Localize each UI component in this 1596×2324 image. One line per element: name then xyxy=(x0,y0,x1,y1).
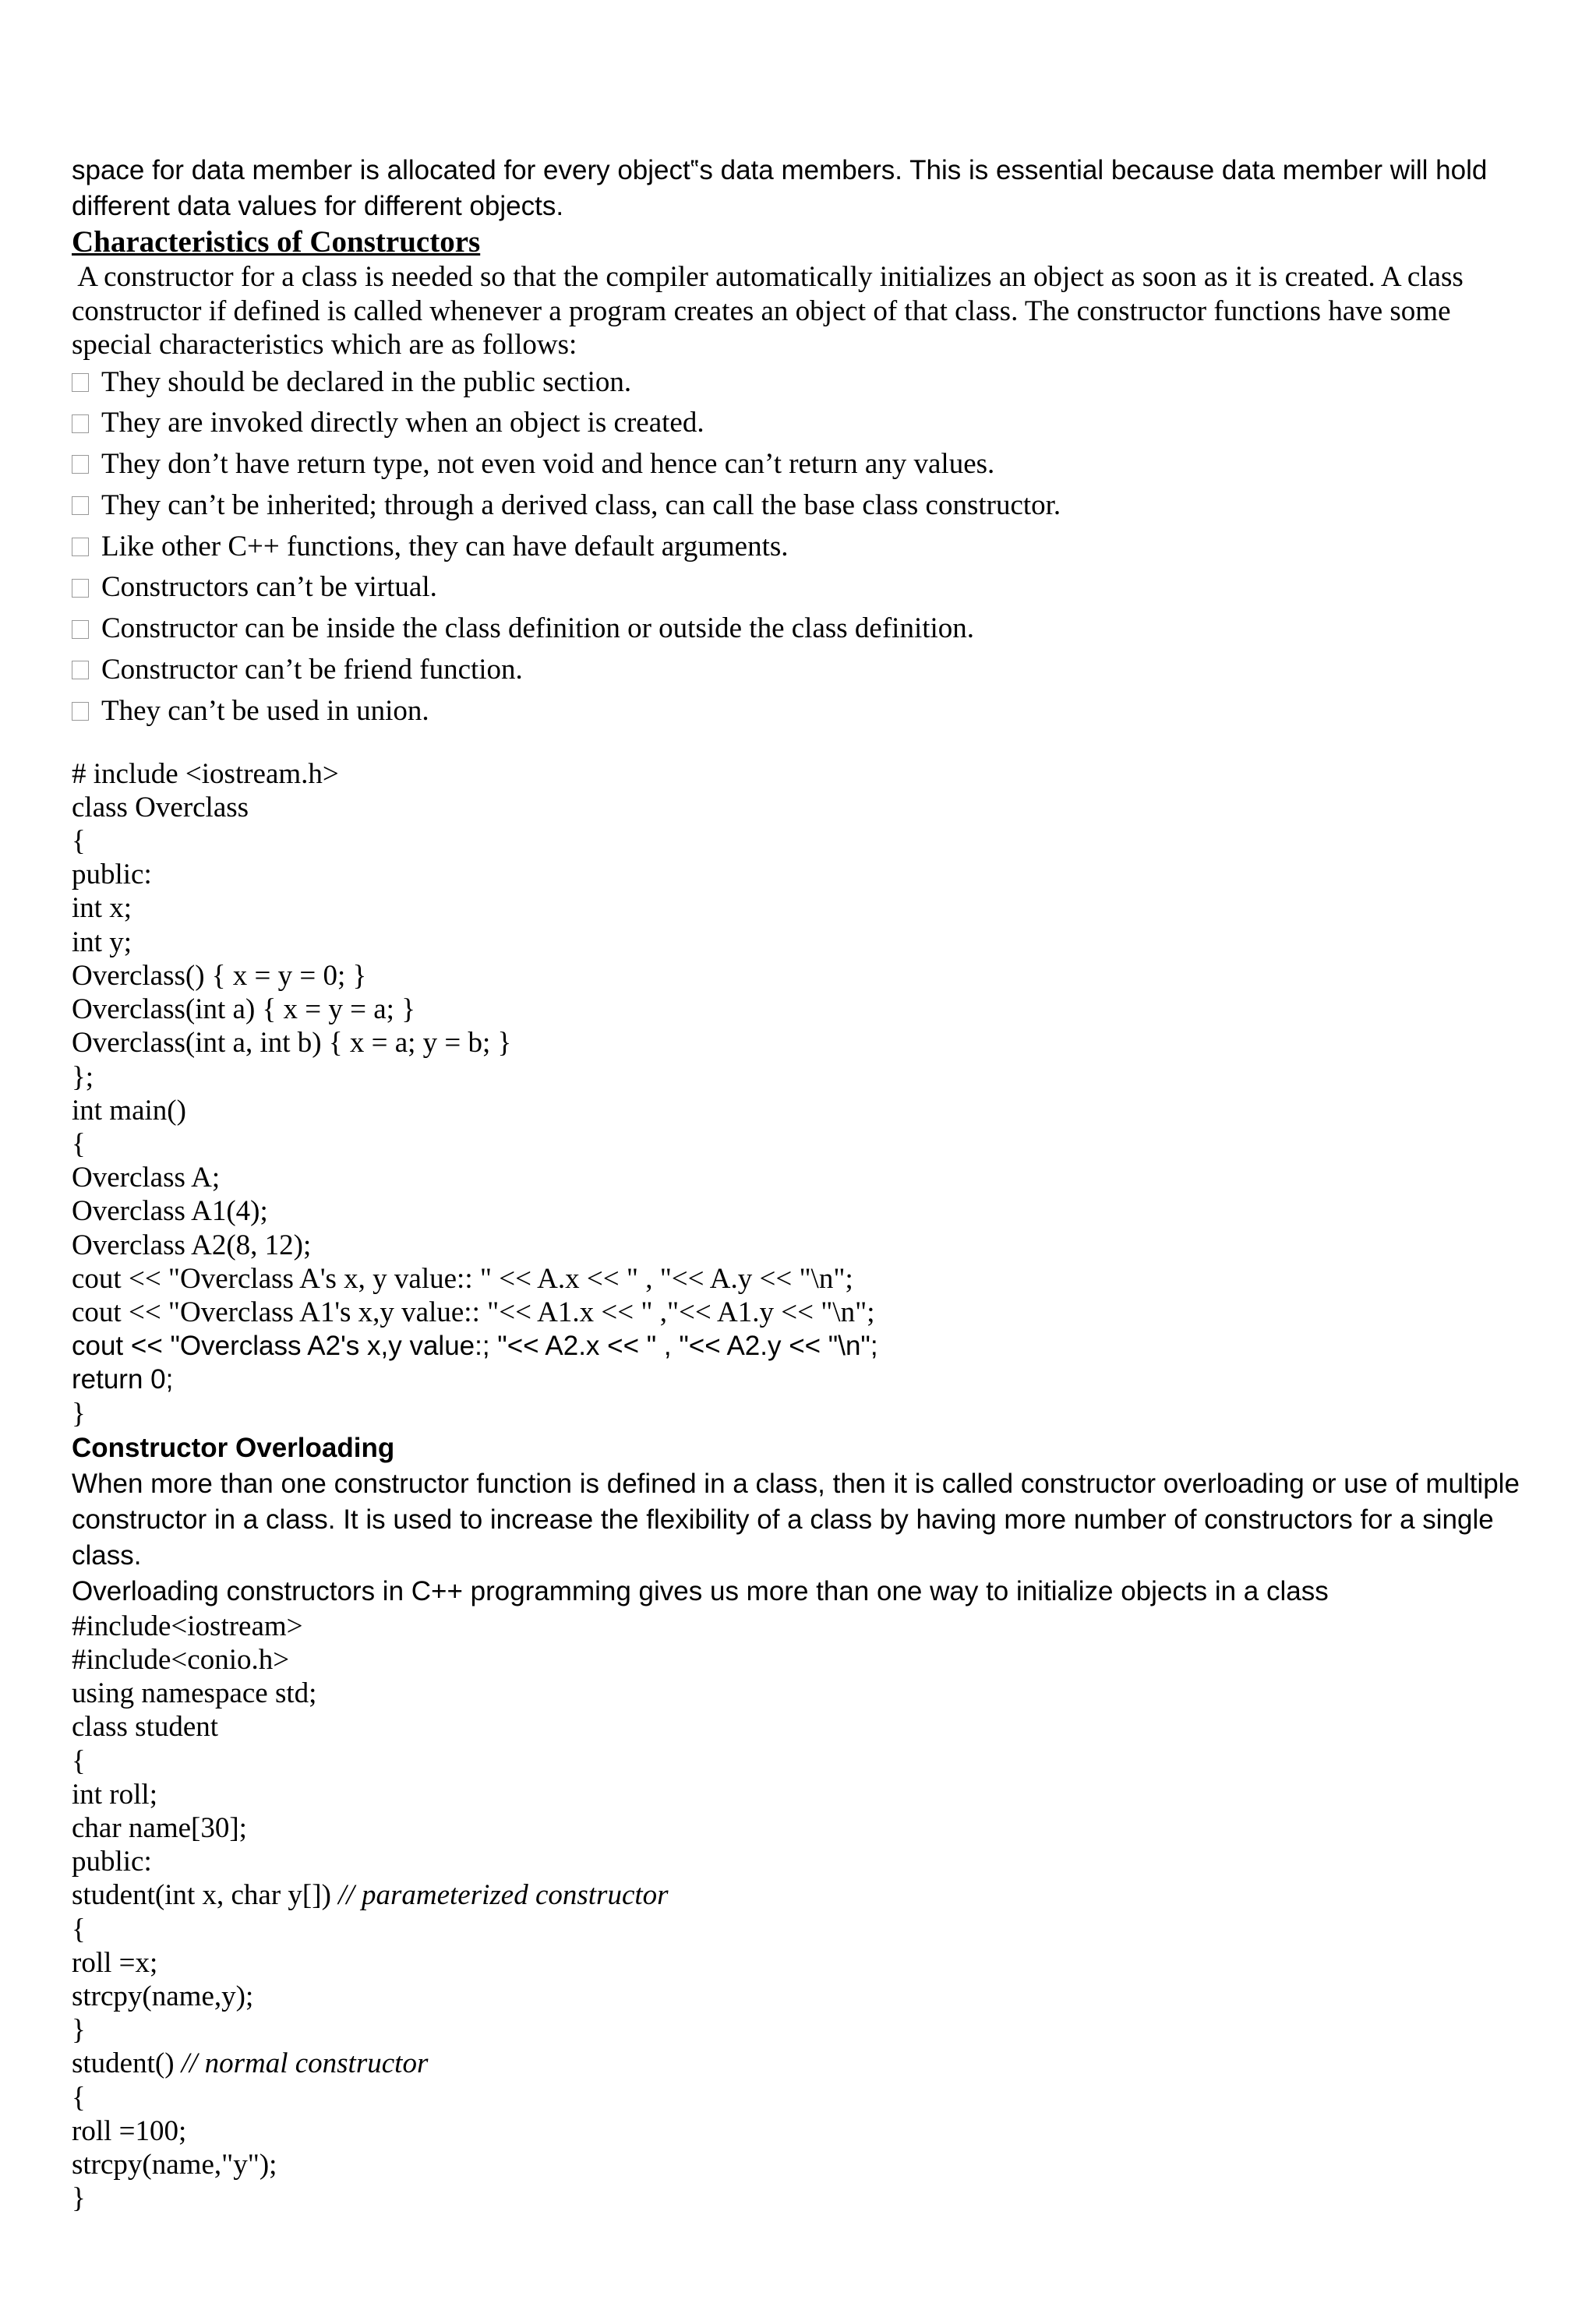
characteristics-line: special characteristics which are as follows: xyxy=(72,329,577,361)
spacer xyxy=(72,732,1552,757)
intro-line: different data values for different objects. xyxy=(72,191,564,221)
list-item-text: Constructor can be inside the class definition or outside the class definition. xyxy=(101,612,975,645)
bullet-box-icon xyxy=(72,496,89,515)
code-line: Overclass A2(8, 12); xyxy=(72,1229,312,1261)
list-item xyxy=(72,650,1552,691)
list-item xyxy=(72,444,1552,485)
code-comment: // normal constructor xyxy=(181,2047,429,2080)
code-block-overclass xyxy=(72,757,1552,1430)
code-line: Overclass A1(4); xyxy=(72,1195,268,1228)
list-item xyxy=(72,608,1552,650)
overloading-line: Overloading constructors in C++ programming gives us more than one way to initialize objects in a class xyxy=(72,1575,1329,1606)
code-line: int main() xyxy=(72,1094,186,1127)
bullet-box-icon xyxy=(72,455,89,474)
code-line: #include<conio.h> xyxy=(72,1643,290,1676)
code-line: } xyxy=(72,2014,86,2047)
code-line: public: xyxy=(72,859,152,891)
code-line: public: xyxy=(72,1846,152,1878)
list-item xyxy=(72,485,1552,527)
code-line: { xyxy=(72,1744,86,1777)
characteristics-line: constructor if defined is called whenever a program creates an object of that class. The constructor functions have some xyxy=(72,294,1451,327)
code-line: { xyxy=(72,825,86,858)
characteristics-paragraph xyxy=(72,260,1552,362)
overloading-line: constructor in a class. It is used to increase the flexibility of a class by having more number of constructors for a single class. xyxy=(72,1504,1494,1571)
list-item xyxy=(72,403,1552,444)
code-line: class student xyxy=(72,1711,219,1744)
overloading-paragraph xyxy=(72,1466,1552,1610)
code-line: strcpy(name,"y"); xyxy=(72,2148,277,2181)
code-line: using namespace std; xyxy=(72,1677,317,1710)
code-line: strcpy(name,y); xyxy=(72,1980,254,2012)
document-page xyxy=(72,153,1552,2215)
intro-paragraph xyxy=(72,153,1552,224)
list-item-text: They are invoked directly when an object is created. xyxy=(101,407,704,439)
code-line: } xyxy=(72,1397,86,1430)
list-item xyxy=(72,362,1552,404)
code-line: Overclass(int a, int b) { x = a; y = b; } xyxy=(72,1027,512,1060)
code-line: int roll; xyxy=(72,1778,157,1811)
bullet-box-icon xyxy=(72,661,89,679)
code-line: int y; xyxy=(72,926,132,958)
list-item xyxy=(72,691,1552,732)
bullet-box-icon xyxy=(72,414,89,433)
list-item-text: They don’t have return type, not even void and hence can’t return any values. xyxy=(101,448,995,481)
list-item-text: They should be declared in the public section. xyxy=(101,365,632,398)
ctor-signature: student(int x, char y[]) xyxy=(72,1879,339,1912)
code-line: char name[30]; xyxy=(72,1811,247,1844)
code-line: roll =100; xyxy=(72,2114,187,2147)
bullet-box-icon xyxy=(72,620,89,639)
overloading-heading: Constructor Overloading xyxy=(72,1432,395,1463)
code-line: Overclass() { x = y = 0; } xyxy=(72,959,367,992)
bullet-box-icon xyxy=(72,538,89,556)
characteristics-list xyxy=(72,362,1552,732)
list-item xyxy=(72,567,1552,608)
bullet-box-icon xyxy=(72,373,89,392)
code-line: Overclass(int a) { x = y = a; } xyxy=(72,993,415,1026)
bullet-box-icon xyxy=(72,579,89,598)
characteristics-line: A constructor for a class is needed so that the compiler automatically initializes an object as soon as it is created. A class xyxy=(72,261,1464,293)
code-line: cout << "Overclass A1's x,y value:: "<< A1.x << " ,"<< A1.y << "\n"; xyxy=(72,1296,875,1328)
code-line: cout << "Overclass A's x, y value:: " << A.x << " , "<< A.y << "\n"; xyxy=(72,1262,853,1295)
code-line: { xyxy=(72,2081,86,2114)
code-line-ctor xyxy=(72,1878,1552,1912)
code-line: # include <iostream.h> xyxy=(72,757,339,790)
code-line-ctor xyxy=(72,2047,1552,2080)
list-item-text: They can’t be used in union. xyxy=(101,694,429,727)
code-line: return 0; xyxy=(72,1364,174,1395)
code-line: } xyxy=(72,2182,86,2215)
code-line: #include<iostream> xyxy=(72,1610,303,1642)
list-item-text: Constructor can’t be friend function. xyxy=(101,654,523,686)
code-line: { xyxy=(72,1127,86,1160)
list-item xyxy=(72,527,1552,568)
characteristics-heading: Characteristics of Constructors xyxy=(72,225,481,259)
code-block-student xyxy=(72,1610,1552,2216)
list-item-text: They can’t be inherited; through a derived class, can call the base class constructor. xyxy=(101,488,1061,521)
overloading-line: When more than one constructor function is defined in a class, then it is called constructor overloading or use of multiple xyxy=(72,1468,1520,1499)
list-item-text: Like other C++ functions, they can have default arguments. xyxy=(101,530,789,562)
code-comment: // parameterized constructor xyxy=(338,1879,669,1912)
code-line: roll =x; xyxy=(72,1946,158,1979)
code-line: int x; xyxy=(72,892,132,925)
code-line: class Overclass xyxy=(72,791,249,823)
bullet-box-icon xyxy=(72,702,89,721)
code-line: cout << "Overclass A2's x,y value:; "<< A2.x << " , "<< A2.y << "\n"; xyxy=(72,1331,878,1362)
list-item-text: Constructors can’t be virtual. xyxy=(101,571,437,604)
intro-line: space for data member is allocated for every object‟s data members. This is essential because data member will hold xyxy=(72,155,1488,185)
code-line: { xyxy=(72,1913,86,1945)
code-line: Overclass A; xyxy=(72,1162,221,1194)
ctor-signature: student() xyxy=(72,2047,182,2080)
code-line: }; xyxy=(72,1060,94,1093)
